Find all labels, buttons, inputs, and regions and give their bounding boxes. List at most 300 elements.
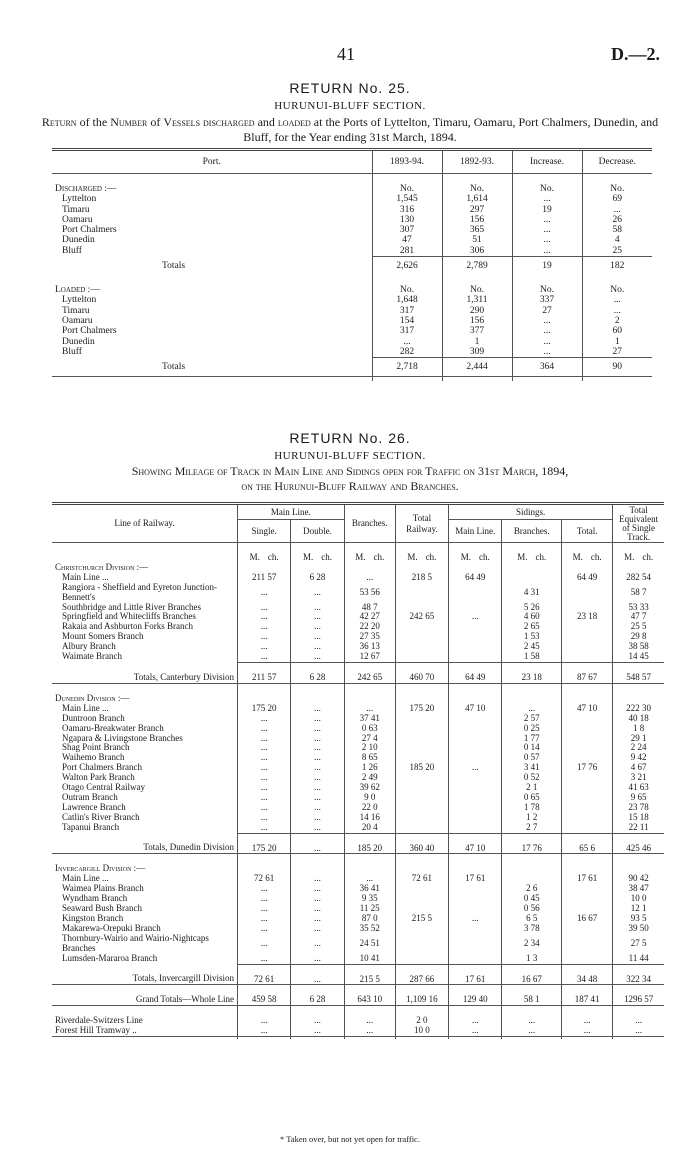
value-cell: [395, 773, 448, 783]
line-name: Main Line ...: [62, 702, 109, 713]
value-cell: ...: [291, 954, 344, 964]
line-name: Shag Point Branch: [62, 742, 130, 753]
table-row: [52, 724, 664, 734]
rule-cell: [512, 377, 582, 382]
unit-m: M.: [302, 552, 314, 562]
table-row: [52, 803, 664, 813]
value-cell: ...: [344, 573, 395, 583]
value-cell: 10 0: [395, 1026, 448, 1036]
port-name: Bluff: [62, 347, 82, 358]
line-name: Main Line ...: [62, 873, 109, 884]
table-row: [52, 246, 652, 257]
value-cell: 36 41: [344, 884, 395, 894]
value-cell: 64 49: [449, 573, 502, 583]
line-name: Southbridge and Little River Branches: [62, 601, 201, 612]
value-cell: [562, 803, 613, 813]
value-cell: ...: [291, 1026, 344, 1036]
table-row: [52, 316, 652, 326]
value-cell: 19: [512, 205, 582, 215]
unit-ch: ch.: [590, 552, 602, 562]
value-cell: 175 20: [238, 833, 291, 854]
value-cell: ...: [562, 1026, 613, 1036]
value-cell: [562, 793, 613, 803]
unit-m: M.: [460, 552, 471, 562]
value-cell: [395, 954, 448, 964]
col-double: Double.: [291, 520, 344, 543]
value-cell: 72 61: [238, 964, 291, 985]
document-code: D.—2.: [611, 44, 660, 64]
value-cell: ...: [449, 1026, 502, 1036]
value-cell: [562, 743, 613, 753]
value-cell: ...: [238, 622, 291, 632]
value-cell: ...: [502, 704, 562, 714]
value-cell: ...: [238, 763, 291, 773]
value-cell: 3 78: [502, 924, 562, 934]
value-cell: 1,545: [372, 194, 442, 204]
value-cell: ...: [291, 714, 344, 724]
blank-cell: [344, 683, 395, 703]
value-cell: ...: [238, 783, 291, 793]
value-cell: ...: [512, 337, 582, 347]
value-cell: ...: [291, 793, 344, 803]
value-cell: [449, 632, 502, 642]
value-cell: 156: [442, 316, 512, 326]
value-cell: 1: [582, 337, 652, 347]
port-name: Bluff: [62, 246, 82, 257]
desc-e: Vessels discharged: [163, 115, 255, 129]
value-cell: ...: [291, 803, 344, 813]
table-row: [52, 793, 664, 803]
table-row: [52, 295, 652, 305]
value-cell: 36 13: [344, 642, 395, 652]
unit-label: [344, 543, 395, 563]
line-name: Port Chalmers Branch: [62, 762, 142, 773]
totals-label: Totals: [162, 361, 186, 372]
value-cell: 17 61: [562, 874, 613, 884]
value-cell: ...: [238, 1026, 291, 1036]
table-row: [52, 734, 664, 744]
value-cell: ...: [512, 235, 582, 245]
value-cell: ...: [291, 1006, 344, 1026]
value-cell: [449, 652, 502, 662]
value-cell: 17 61: [449, 874, 502, 884]
value-cell: 282: [372, 347, 442, 358]
value-cell: ...: [291, 964, 344, 985]
value-cell: 38 58: [613, 642, 664, 652]
unit-label: No.: [442, 275, 512, 295]
value-cell: 187 41: [562, 985, 613, 1006]
r25-section-label: Loaded :—: [55, 285, 100, 296]
value-cell: ...: [372, 337, 442, 347]
value-cell: 17 76: [562, 763, 613, 773]
value-cell: ...: [238, 714, 291, 724]
value-cell: ...: [291, 734, 344, 744]
value-cell: 10 41: [344, 954, 395, 964]
value-cell: [449, 934, 502, 954]
line-name: Mount Somers Branch: [62, 631, 144, 642]
value-cell: 460 70: [395, 662, 448, 683]
value-cell: 1 2: [502, 813, 562, 823]
value-cell: 2: [582, 316, 652, 326]
unit-row: [52, 543, 664, 563]
unit-ch: ch.: [321, 552, 332, 562]
value-cell: ...: [238, 803, 291, 813]
value-cell: ...: [238, 914, 291, 924]
value-cell: 12 1: [613, 904, 664, 914]
value-cell: [395, 924, 448, 934]
value-cell: [449, 714, 502, 724]
line-name: Rakaia and Ashburton Forks Branch: [62, 621, 193, 632]
value-cell: [449, 803, 502, 813]
unit-label: No.: [372, 174, 442, 195]
value-cell: 40 18: [613, 714, 664, 724]
value-cell: 130: [372, 215, 442, 225]
value-cell: 2 7: [502, 823, 562, 833]
rule-cell: [372, 377, 442, 382]
value-cell: 87 0: [344, 914, 395, 924]
value-cell: 53 33: [613, 603, 664, 613]
col-branches: Branches.: [344, 504, 395, 543]
value-cell: [395, 714, 448, 724]
value-cell: 6 28: [291, 573, 344, 583]
value-cell: 0 57: [502, 753, 562, 763]
table-row: [52, 583, 664, 603]
value-cell: 37 41: [344, 714, 395, 724]
value-cell: 1 78: [502, 803, 562, 813]
value-cell: 316: [372, 205, 442, 215]
value-cell: 4 60: [502, 612, 562, 622]
col-decrease: Decrease.: [582, 150, 652, 174]
line-name: Main Line ...: [62, 571, 109, 582]
blank-cell: [449, 683, 502, 703]
blank-cell: [502, 563, 562, 573]
value-cell: [562, 934, 613, 954]
value-cell: 297: [442, 205, 512, 215]
table-row: [52, 642, 664, 652]
rule-cell: [395, 1037, 448, 1040]
line-name: Oamaru-Breakwater Branch: [62, 722, 164, 733]
value-cell: 0 56: [502, 904, 562, 914]
footnote: * Taken over, but not yet open for traffic.: [280, 1134, 420, 1144]
total-cell: 2,444: [442, 358, 512, 377]
value-cell: [395, 724, 448, 734]
value-cell: ...: [291, 622, 344, 632]
unit-m: M.: [572, 552, 583, 562]
value-cell: 9 0: [344, 793, 395, 803]
value-cell: 1 77: [502, 734, 562, 744]
value-cell: [395, 884, 448, 894]
r25-bottom-rule: [52, 377, 652, 382]
value-cell: 2 1: [502, 783, 562, 793]
unit-ch: ch.: [535, 552, 547, 562]
value-cell: 6 5: [502, 914, 562, 924]
table-row: [52, 205, 652, 215]
unit-ch: ch.: [642, 552, 654, 562]
port-name: Dunedin: [62, 336, 95, 347]
page-number: 41: [337, 44, 355, 64]
value-cell: 24 51: [344, 934, 395, 954]
line-name: Thornbury-Wairio and Wairio-Nightcaps Branches: [62, 932, 209, 953]
value-cell: 53 56: [344, 583, 395, 603]
return-25-subtitle: HURUNUI-BLUFF SECTION.: [274, 100, 426, 112]
value-cell: [449, 783, 502, 793]
return-26-title: RETURN No. 26.: [289, 430, 411, 446]
value-cell: 218 5: [395, 573, 448, 583]
value-cell: 12 67: [344, 652, 395, 662]
division-label-row: [52, 854, 664, 874]
total-cell: 2,626: [372, 257, 442, 276]
value-cell: ...: [238, 823, 291, 833]
value-cell: ...: [238, 724, 291, 734]
desc-b: of the: [76, 115, 111, 129]
total-cell: 2,789: [442, 257, 512, 276]
unit-label: [562, 543, 613, 563]
table-row: [52, 934, 664, 954]
port-name: Dunedin: [62, 235, 95, 246]
unit-m: M.: [624, 552, 635, 562]
return-26-table: [52, 502, 664, 1039]
value-cell: [562, 632, 613, 642]
value-cell: 0 63: [344, 724, 395, 734]
value-cell: 2 49: [344, 773, 395, 783]
value-cell: 317: [372, 306, 442, 316]
value-cell: 2 6: [502, 884, 562, 894]
table-row: [52, 884, 664, 894]
value-cell: ...: [582, 205, 652, 215]
value-cell: 0 45: [502, 894, 562, 904]
blank-cell: [562, 683, 613, 703]
value-cell: 72 61: [238, 874, 291, 884]
line-name: Catlin's River Branch: [62, 811, 140, 822]
value-cell: ...: [582, 295, 652, 305]
line-name: Totals, Dunedin Division: [143, 842, 235, 853]
value-cell: 20 4: [344, 823, 395, 833]
return-26-description-2: on the Hurunui-Bluff Railway and Branches.: [241, 479, 459, 493]
value-cell: [395, 734, 448, 744]
value-cell: 309: [442, 347, 512, 358]
rule-cell: [52, 1037, 238, 1040]
value-cell: 4 67: [613, 763, 664, 773]
value-cell: 8 65: [344, 753, 395, 763]
value-cell: [395, 803, 448, 813]
value-cell: [449, 724, 502, 734]
value-cell: ...: [512, 326, 582, 336]
col-sidings: Sidings.: [449, 504, 613, 520]
rule-cell: [582, 377, 652, 382]
value-cell: [562, 894, 613, 904]
value-cell: ...: [344, 874, 395, 884]
value-cell: 365: [442, 225, 512, 235]
blank-cell: [502, 683, 562, 703]
value-cell: 2 10: [344, 743, 395, 753]
line-name: Forest Hill Tramway ..: [55, 1025, 137, 1036]
unit-label: [613, 543, 664, 563]
value-cell: ...: [291, 904, 344, 914]
value-cell: 39 62: [344, 783, 395, 793]
table-row: [52, 894, 664, 904]
value-cell: ...: [291, 724, 344, 734]
value-cell: 2 24: [613, 743, 664, 753]
value-cell: ...: [238, 793, 291, 803]
value-cell: [562, 622, 613, 632]
desc-f: and: [254, 115, 278, 129]
unit-m: M.: [249, 552, 260, 562]
value-cell: 11 25: [344, 904, 395, 914]
col-increase: Increase.: [512, 150, 582, 174]
line-name: Riverdale-Switzers Line: [55, 1015, 143, 1026]
total-cell: 182: [582, 257, 652, 276]
value-cell: [449, 894, 502, 904]
rule-cell: [52, 377, 372, 382]
value-cell: 72 61: [395, 874, 448, 884]
total-cell: 364: [512, 358, 582, 377]
rule-cell: [449, 1037, 502, 1040]
line-name: Waimea Plains Branch: [62, 883, 144, 894]
r26-bottom-rule: [52, 1037, 664, 1040]
value-cell: 1 8: [613, 724, 664, 734]
value-cell: 29 8: [613, 632, 664, 642]
unit-m: M.: [407, 552, 418, 562]
value-cell: 65 6: [562, 833, 613, 854]
line-name: Outram Branch: [62, 791, 118, 802]
value-cell: 175 20: [238, 704, 291, 714]
blank-cell: [238, 683, 291, 703]
value-cell: [562, 924, 613, 934]
value-cell: [395, 783, 448, 793]
value-cell: 185 20: [344, 833, 395, 854]
line-name: Wyndham Branch: [62, 893, 128, 904]
value-cell: 41 63: [613, 783, 664, 793]
col-1892: 1892-93.: [442, 150, 512, 174]
value-cell: ...: [238, 734, 291, 744]
value-cell: 90 42: [613, 874, 664, 884]
value-cell: ...: [502, 1026, 562, 1036]
division-totals-row: [52, 662, 664, 683]
value-cell: ...: [291, 743, 344, 753]
value-cell: 26: [582, 215, 652, 225]
division-totals-row: [52, 833, 664, 854]
value-cell: [562, 783, 613, 793]
line-name: Totals, Canterbury Division: [133, 671, 235, 682]
value-cell: [395, 823, 448, 833]
value-cell: 35 52: [344, 924, 395, 934]
value-cell: [562, 813, 613, 823]
value-cell: ...: [238, 743, 291, 753]
value-cell: ...: [291, 773, 344, 783]
value-cell: ...: [291, 884, 344, 894]
value-cell: [395, 632, 448, 642]
table-row: [52, 337, 652, 347]
value-cell: 156: [442, 215, 512, 225]
value-cell: 3 41: [502, 763, 562, 773]
blank-cell: [502, 854, 562, 874]
value-cell: ...: [291, 632, 344, 642]
value-cell: 34 48: [562, 964, 613, 985]
blank-cell: [238, 854, 291, 874]
line-name: Springfield and Whitecliffs Branches: [62, 611, 196, 622]
table-row: [52, 632, 664, 642]
value-cell: [449, 823, 502, 833]
col-main-line: Main Line.: [238, 504, 345, 520]
value-cell: [562, 724, 613, 734]
rule-cell: [502, 1037, 562, 1040]
line-name: Waihemo Branch: [62, 752, 125, 763]
unit-label: [395, 543, 448, 563]
value-cell: [502, 573, 562, 583]
totals-row: [52, 257, 652, 276]
value-cell: ...: [502, 1006, 562, 1026]
division-label: Invercargill Division :—: [55, 863, 146, 874]
line-name: Totals, Invercargill Division: [132, 973, 235, 984]
desc-d: of: [147, 115, 164, 129]
value-cell: 47: [372, 235, 442, 245]
r26-body: [52, 543, 664, 1040]
division-label-row: [52, 683, 664, 703]
line-name: Makarewa-Orepuki Branch: [62, 922, 161, 933]
value-cell: ...: [238, 583, 291, 603]
col-single: Single.: [238, 520, 291, 543]
value-cell: 47 10: [449, 833, 502, 854]
col-sidings-total: Total.: [562, 520, 613, 543]
desc-c: Number: [110, 115, 148, 129]
total-cell: 90: [582, 358, 652, 377]
value-cell: 15 18: [613, 813, 664, 823]
value-cell: 6 28: [291, 662, 344, 683]
value-cell: ...: [562, 1006, 613, 1026]
value-cell: 211 57: [238, 662, 291, 683]
unit-label: [449, 543, 502, 563]
r25-section-label: Discharged :—: [55, 184, 117, 194]
division-totals-row: [52, 964, 664, 985]
port-name: Lyttelton: [62, 194, 97, 205]
value-cell: [562, 652, 613, 662]
value-cell: [449, 793, 502, 803]
value-cell: ...: [291, 874, 344, 884]
r26-header-row-1: [52, 504, 664, 520]
value-cell: 281: [372, 246, 442, 257]
table-row: [52, 753, 664, 763]
value-cell: [449, 743, 502, 753]
line-name: Walton Park Branch: [62, 772, 135, 783]
value-cell: [449, 954, 502, 964]
value-cell: 58 1: [502, 985, 562, 1006]
value-cell: ...: [291, 783, 344, 793]
value-cell: 2 0: [395, 1006, 448, 1026]
r25-body: [52, 174, 652, 382]
value-cell: 215 5: [395, 914, 448, 924]
value-cell: ...: [291, 894, 344, 904]
value-cell: [562, 734, 613, 744]
value-cell: 377: [442, 326, 512, 336]
unit-label: [238, 543, 291, 563]
value-cell: 25 5: [613, 622, 664, 632]
value-cell: [395, 642, 448, 652]
value-cell: ...: [512, 215, 582, 225]
value-cell: ...: [512, 246, 582, 257]
value-cell: [449, 813, 502, 823]
value-cell: ...: [238, 652, 291, 662]
value-cell: ...: [238, 753, 291, 763]
value-cell: 4 31: [502, 583, 562, 603]
value-cell: 39 50: [613, 924, 664, 934]
line-name: Rangiora - Sheffield and Eyreton Junction-Bennett's: [62, 581, 218, 602]
value-cell: 9 42: [613, 753, 664, 763]
value-cell: ...: [344, 1026, 395, 1036]
line-name: Kingston Branch: [62, 913, 124, 923]
value-cell: ...: [238, 612, 291, 622]
value-cell: ...: [512, 347, 582, 358]
value-cell: [562, 773, 613, 783]
